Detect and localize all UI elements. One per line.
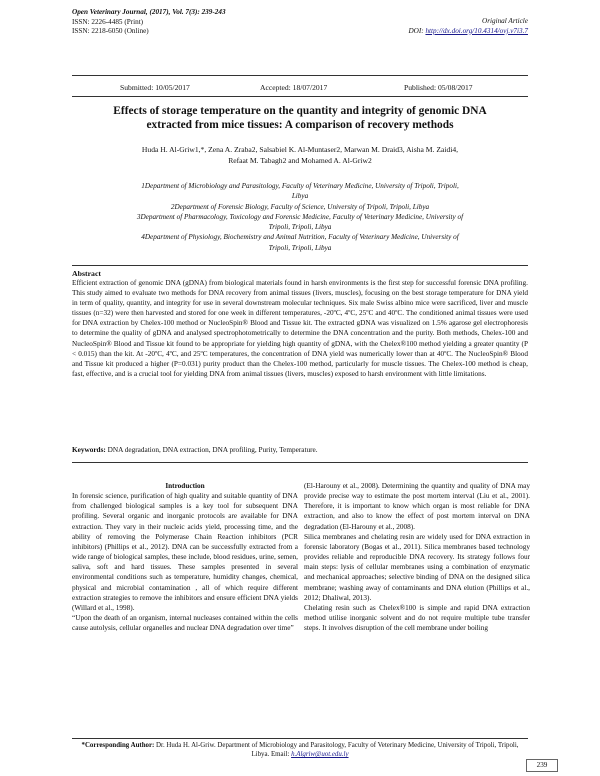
keywords	[72, 446, 528, 454]
author-list	[72, 145, 528, 166]
journal-header	[72, 8, 226, 37]
submitted-date: Submitted: 10/05/2017	[120, 83, 190, 92]
article-title	[72, 104, 528, 132]
author-email-link[interactable]: h.Algriw@uot.edu.ly	[291, 751, 349, 759]
affiliation-4b: Tripoli, Tripoli, Libya	[268, 243, 332, 252]
affiliation-4a: 4Department of Physiology, Biochemistry and Animal Nutrition, Faculty of Veterinary Medicine, University of	[141, 233, 459, 242]
dates-rule	[72, 96, 528, 97]
introduction-heading: Introduction	[165, 482, 205, 490]
issn-online: ISSN: 2218-6050 (Online)	[72, 27, 149, 36]
accepted-date: Accepted: 18/07/2017	[260, 83, 328, 92]
journal-name: Open Veterinary Journal, (2017), Vol. 7(3): 239-243	[72, 8, 226, 16]
doi-link[interactable]: http://dx.doi.org/10.4314/ovj.v7i3.7	[425, 26, 528, 35]
affiliation-3a: 3Department of Pharmacology, Toxicology and Forensic Medicine, Faculty of Veterinary Medicine, University of	[136, 212, 464, 221]
keywords-list: DNA degradation, DNA extraction, DNA profiling, Purity, Temperature.	[105, 446, 318, 454]
affiliation-3b: Tripoli, Tripoli, Libya	[268, 223, 332, 232]
title-line-1: Effects of storage temperature on the quantity and integrity of genomic DNA	[113, 105, 487, 117]
affiliation-1a: 1Department of Microbiology and Parasitology, Faculty of Veterinary Medicine, University of Tripoli, Tripoli,	[141, 182, 459, 190]
keywords-label: Keywords:	[72, 446, 106, 454]
left-column	[72, 481, 298, 633]
title-line-2: extracted from mice tissues: A comparison of recovery methods	[146, 119, 454, 131]
abstract-rule-top	[72, 265, 528, 266]
right-column	[304, 481, 530, 633]
article-type: Original Article	[482, 17, 528, 25]
corresponding-text: Dr. Huda H. Al-Griw. Department of Microbiology and Parasitology, Faculty of Veterinary Medicine, University of Tripoli, Tripoli, Libya. Email:	[154, 742, 519, 759]
affiliation-2: 2Department of Forensic Biology, Faculty of Science, University of Tripoli, Tripoli, Libya	[170, 202, 430, 211]
issn-print: ISSN: 2226-4485 (Print)	[72, 17, 144, 26]
header-rule	[72, 75, 528, 76]
corresponding-author	[72, 741, 528, 760]
authors-line-1: Huda H. Al-Griw1,*, Zena A. Zraba2, Salsabiel K. Al-Muntaser2, Marwan M. Draid3, Aisha M. Zaidi4,	[141, 145, 459, 154]
published-date: Published: 05/08/2017	[404, 83, 473, 92]
article-meta	[408, 17, 528, 36]
page-number: 239	[526, 759, 558, 772]
authors-line-2: Refaat M. Tabagh2 and Mohamed A. Al-Griw2	[228, 155, 372, 165]
affiliation-1b: Libya	[291, 192, 309, 201]
right-paragraph-2: Silica membranes and chelating resin are widely used for DNA extraction in forensic laboratory (Bogas et al., 2011). Silica membranes based technology provides reliable and reproducible DNA recovery. Its strategy follows four main steps: lysis of cellular membranes using a combination of enzymatic and mechanical approaches; selective binding of DNA on the designed silica membrane; washing away of contaminants and DNA elution (Phillips et al., 2012; Dhaliwal, 2013).	[304, 532, 530, 602]
intro-paragraph-1: In forensic science, purification of high quality and suitable quantity of DNA from challenged biological samples is a key tool for subsequent DNA profiling. Several organic and inorganic protocols are available for DNA extraction. They vary in their nucleic acids yield, processing time, and the ability of removing the Polymerase Chain Reaction inhibitors (PCR inhibitors) (Phillips et al., 2012). DNA can be successfully extracted from a wide range of biological samples, these include, blood residues, urine, semen, saliva, soft and hard tissues. These samples presented in several environmental conditions such as temperature, humidity changes, chemical, physical and microbial contamination , all of which require different extraction strategies to remove the inhibitors and ensure efficient DNA yields (Willard et al., 1998).	[72, 492, 298, 612]
footnote-rule	[72, 738, 528, 739]
right-paragraph-3: Chelating resin such as Chelex®100 is simple and rapid DNA extraction method utilise inorganic solvent and do not require multiple tube transfer steps. It involves disruption of the cell membrane under boiling	[304, 603, 530, 633]
corresponding-label: *Corresponding Author:	[81, 742, 155, 749]
right-paragraph-1: (El-Harouny et al., 2008). Determining the quantity and quality of DNA may provide precise way to estimate the post mortem interval (Liu et al., 2001). Therefore, it is important to know which organ is most reliable for DNA extraction, and also to know the effect of post mortem interval on DNA degradation (El-Harouny et al., 2008).	[304, 482, 530, 531]
abstract-text: Efficient extraction of genomic DNA (gDNA) from biological materials found in harsh environments is the first step for successful forensic DNA profiling. This study aimed to evaluate two methods for DNA recovery from animal tissues (livers, muscles), focusing on the best storage temperature for DNA yield in term of quality, quantity, and integrity for use in several downstream molecular techniques. Six male Swiss albino mice were sacrificed, liver and muscle tissues (n=32) were then harvested and stored for one week in different temperatures, -20ºC, 4ºC, 25ºC and 40ºC. The conditioned animal tissues were used for DNA extraction by Chelex-100 method or NucleoSpin® Blood and Tissue kit. The extracted gDNA was visualized on 1.5% agarose gel electrophoresis to determine the quality of gDNA and analysed spectrophotometrically to determine the DNA concentration and the purity. Both methods, Chelex-100 and NucleoSpin® Blood and Tissue kit found to be appropriate for yielding high quantity of gDNA, with the Chelex®100 method yielding a greater quantity (P < 0.015) than the kit. At -20ºC, 4ºC, and 25ºC temperatures, the concentration of DNA yield was numerically lower than at 40ºC. The NucleoSpin® Blood and Tissue kit produced a higher (P=0.031) purity product than the Chelex-100 method, particularly for muscle tissues. The Chelex-100 method is cheap, fast, effective, and is a crucial tool for yielding DNA from animal tissues (livers, muscles) exposed to harsh environment with little limitations.	[72, 279, 528, 378]
abstract-heading: Abstract	[72, 269, 102, 278]
intro-paragraph-2: “Upon the death of an organism, internal nucleases contained within the cells cause autolysis, cellular organelles and nuclear DNA degradation over time”	[72, 614, 298, 633]
doi-label: DOI:	[408, 26, 424, 35]
doi-line	[408, 27, 528, 37]
abstract-rule-bottom	[72, 462, 528, 463]
affiliations	[72, 181, 528, 253]
